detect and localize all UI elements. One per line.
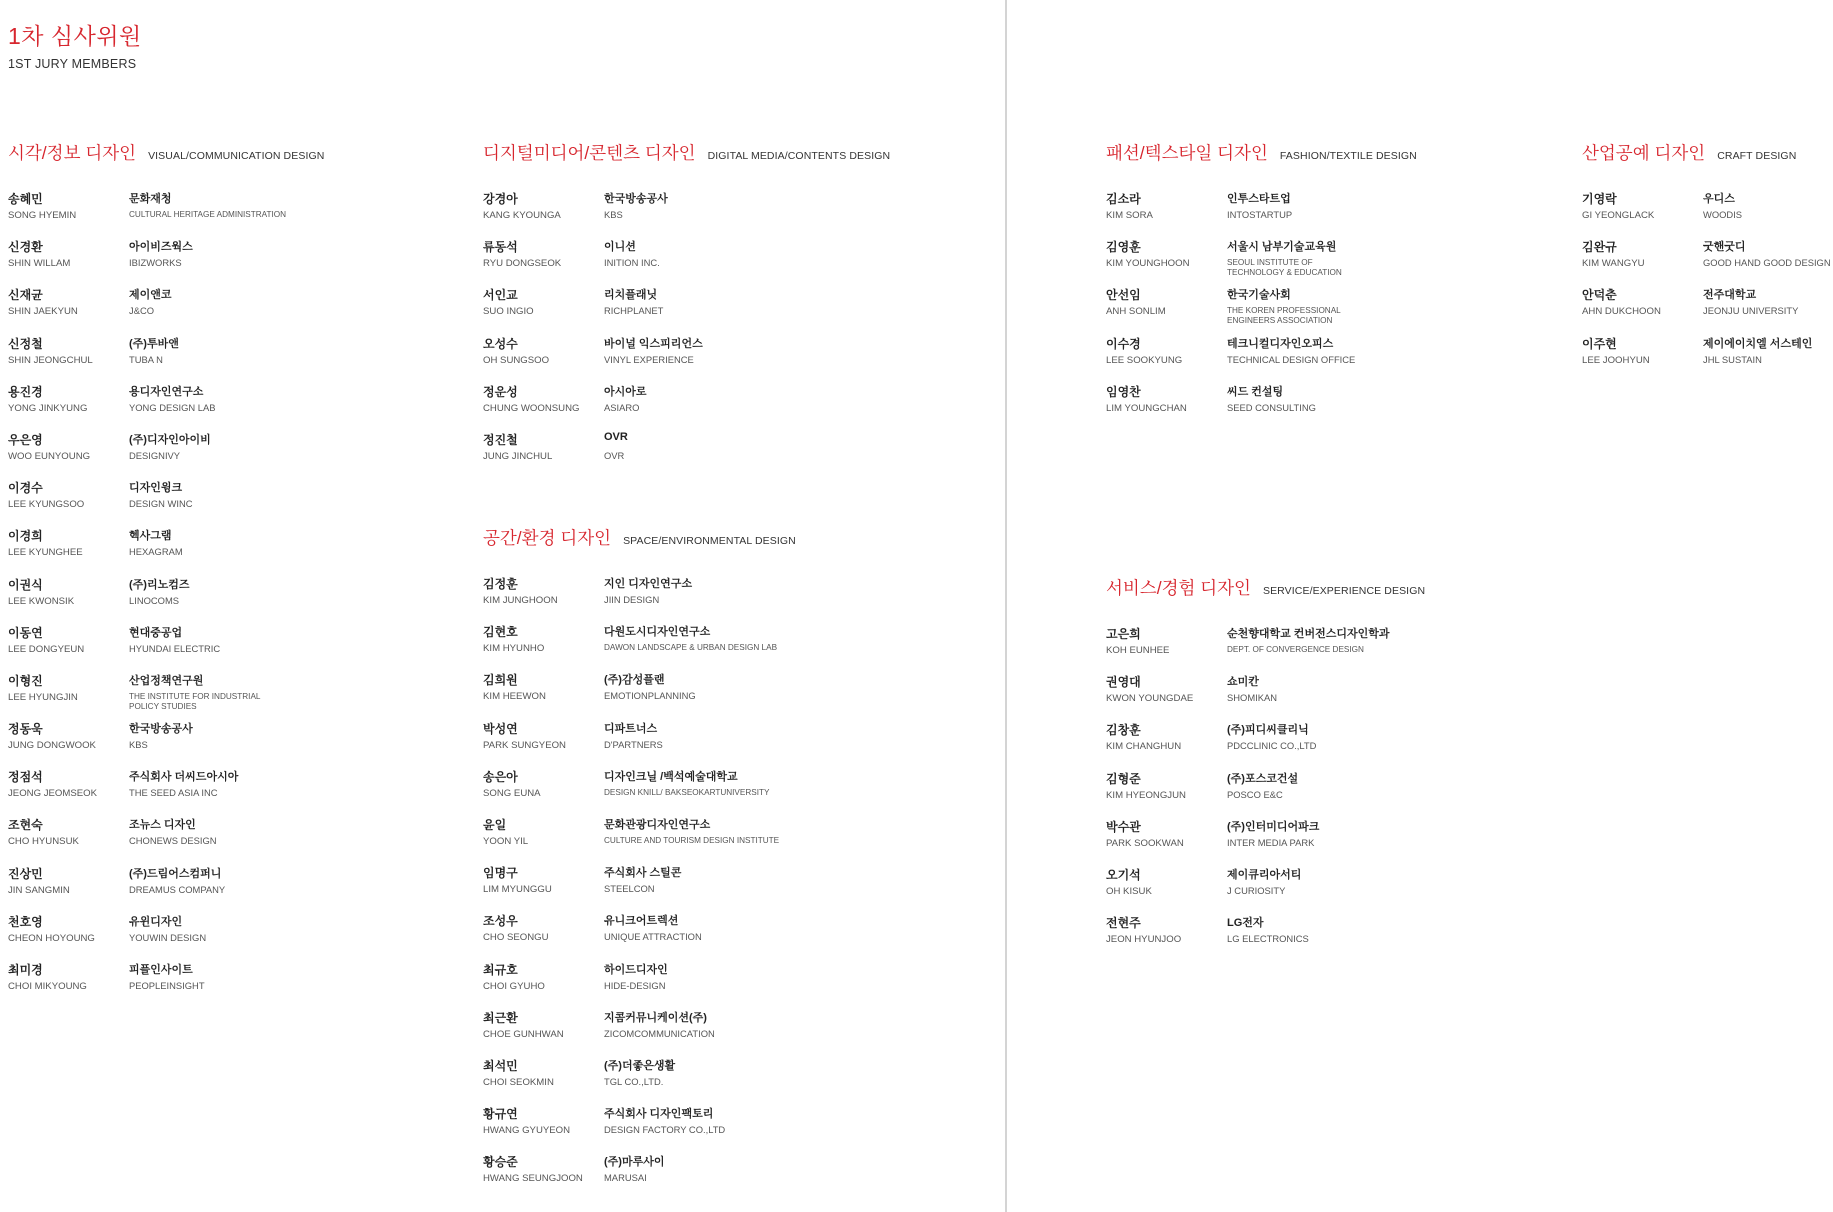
section-title-en: DIGITAL MEDIA/CONTENTS DESIGN: [707, 150, 891, 162]
member-list: [1106, 625, 1425, 962]
member-name-en: CHOI SEOKMIN: [483, 1076, 554, 1088]
member-name-en: WOO EUNYOUNG: [8, 450, 91, 462]
member-org-en: RICHPLANET: [604, 305, 664, 317]
member-row: [483, 623, 796, 671]
member-name: 임명구: [483, 866, 518, 881]
member-name: 박성연: [483, 721, 518, 736]
member-name-en: LEE DONGYEUN: [8, 643, 85, 655]
member-name: 김형준: [1106, 771, 1141, 786]
member-list: [8, 190, 324, 1009]
member-org-en: DESIGN FACTORY CO.,LTD: [604, 1124, 726, 1136]
member-org-en: SHOMIKAN: [1227, 692, 1278, 704]
member-name-en: CHO HYUNSUK: [8, 836, 79, 848]
section-title-en: CRAFT DESIGN: [1717, 150, 1797, 162]
section-header: [1582, 140, 1796, 170]
member-name-en: KIM CHANGHUN: [1106, 741, 1182, 753]
member-name-en: CHO SEONGU: [483, 932, 549, 944]
member-org-en: STEELCON: [604, 883, 655, 895]
member-row: [483, 1009, 796, 1057]
member-org: 주식회사 스틸콘: [604, 867, 682, 880]
member-name: 류동석: [483, 240, 518, 255]
member-name-en: KANG KYOUNGA: [483, 210, 561, 221]
member-name: 오기석: [1106, 867, 1141, 882]
member-name-en: LIM YOUNGCHAN: [1106, 402, 1187, 414]
member-org: 다원도시디자인연구소: [604, 626, 711, 639]
member-org-en: TUBA N: [129, 353, 163, 365]
section-header: [1106, 575, 1425, 605]
member-row: [1106, 383, 1417, 431]
member-name-en: KIM SORA: [1106, 210, 1153, 221]
member-org-en: DREAMUS COMPANY: [129, 883, 226, 895]
member-row: [483, 1105, 796, 1153]
member-name: 김정훈: [483, 577, 518, 591]
member-row: [8, 961, 324, 1009]
member-name: 이경수: [8, 481, 43, 496]
section-title: 시각/정보 디자인: [8, 143, 137, 163]
member-row: [8, 431, 324, 479]
member-org: 하이드디자인: [604, 963, 668, 976]
member-org: 문화재청: [129, 193, 172, 205]
section-header: [8, 140, 324, 170]
member-name-en: SUO INGIO: [483, 306, 534, 318]
member-name: 신재균: [8, 288, 43, 303]
section-craft: [1582, 140, 1831, 383]
member-org-en: D'PARTNERS: [604, 738, 663, 750]
member-name: 조성우: [483, 914, 518, 929]
member-list: [1106, 190, 1417, 431]
member-name: 김창훈: [1106, 723, 1141, 738]
member-row: [1582, 190, 1796, 238]
section-title-en: FASHION/TEXTILE DESIGN: [1279, 150, 1417, 162]
member-row: [483, 864, 796, 912]
member-row: [483, 768, 796, 816]
member-org-en: JHL SUSTAIN: [1703, 353, 1762, 365]
member-row: [483, 671, 796, 719]
member-org: (주)포스코건설: [1227, 772, 1299, 785]
member-org-en: J CURIOSITY: [1227, 884, 1286, 896]
member-name: 강경아: [483, 192, 518, 206]
member-row: [483, 1153, 796, 1201]
member-row: [1106, 286, 1417, 334]
member-row: [1106, 914, 1425, 962]
member-row: [1582, 335, 1813, 383]
member-row: [1106, 721, 1425, 769]
member-org-en: OVR: [604, 449, 625, 461]
page-title: 1차 심사위원: [8, 23, 142, 49]
member-row: [483, 816, 796, 864]
member-org: 우디스: [1703, 193, 1735, 205]
section-fashion: [1106, 140, 1417, 431]
member-name-en: CHEON HOYOUNG: [8, 932, 95, 944]
member-org: 이니션: [604, 241, 636, 254]
member-row: [483, 431, 890, 479]
member-org: 제이앤코: [129, 289, 172, 302]
member-name-en: YONG JINKYUNG: [8, 402, 88, 414]
member-org: 조뉴스 디자인: [129, 819, 196, 832]
member-org-en: LG ELECTRONICS: [1227, 933, 1309, 945]
member-org-en: DEPT. OF CONVERGENCE DESIGN: [1227, 645, 1364, 654]
member-name-en: KIM HEEWON: [483, 691, 546, 703]
member-name-en: AHN DUKCHOON: [1582, 306, 1661, 318]
member-name: 안선임: [1106, 288, 1141, 303]
member-name-en: KOH EUNHEE: [1106, 645, 1170, 656]
member-org: 쇼미칸: [1227, 676, 1259, 689]
member-org: 산업정책연구원: [129, 674, 204, 687]
member-row: [8, 720, 324, 768]
member-name-en: ANH SONLIM: [1106, 306, 1166, 318]
member-org-en: YONG DESIGN LAB: [129, 401, 216, 413]
member-org-en: YOUWIN DESIGN: [129, 931, 207, 943]
member-name-en: JUNG JINCHUL: [483, 450, 553, 462]
section-digital: [483, 140, 890, 479]
member-org: (주)리노컴즈: [129, 578, 190, 591]
member-row: [483, 912, 796, 960]
member-name: 천호영: [8, 914, 43, 929]
member-name-en: JIN SANGMIN: [8, 884, 70, 896]
member-list: [483, 190, 890, 479]
member-name: 이주현: [1582, 336, 1617, 351]
member-name: 최규호: [483, 962, 518, 977]
member-org: 한국방송공사: [129, 723, 193, 736]
member-org-en: CHONEWS DESIGN: [129, 835, 217, 847]
member-name: 이수경: [1106, 336, 1141, 351]
member-name: 김현호: [483, 625, 518, 640]
member-row: [1106, 818, 1425, 866]
member-org: (주)인터미디어파크: [1227, 820, 1320, 833]
section-title: 디지털미디어/콘텐츠 디자인: [483, 143, 696, 163]
member-name: 권영대: [1106, 675, 1141, 690]
member-name: 최근환: [483, 1010, 518, 1025]
member-row: [483, 286, 890, 334]
member-org: 지인 디자인연구소: [604, 578, 693, 590]
member-name-en: KWON YOUNGDAE: [1106, 693, 1194, 705]
member-org: OVR: [604, 430, 628, 443]
member-name-en: SHIN WILLAM: [8, 258, 71, 270]
member-name: 정진철: [483, 432, 518, 447]
member-org: 테크니컬디자인오피스: [1227, 337, 1334, 350]
member-name-en: LEE KYUNGSOO: [8, 499, 85, 511]
member-org: 한국기술사회: [1227, 289, 1291, 302]
member-org: (주)더좋은생활: [604, 1059, 676, 1072]
member-row: [8, 624, 324, 672]
member-name: 고은희: [1106, 627, 1141, 641]
member-name: 김소라: [1106, 192, 1141, 206]
member-org-en: DESIGN KNILL/ BAKSEOKARTUNIVERSITY: [604, 787, 770, 797]
member-name-en: LEE SOOKYUNG: [1106, 354, 1183, 366]
member-name-en: KIM JUNGHOON: [483, 595, 558, 606]
member-row: [8, 672, 324, 720]
member-name: 서인교: [483, 288, 518, 303]
member-name: 송은아: [483, 769, 518, 784]
member-org-en: KBS: [129, 739, 148, 751]
member-name-en: LEE KYUNGHEE: [8, 547, 83, 559]
member-name-en: CHOE GUNHWAN: [483, 1028, 564, 1040]
member-row: [8, 238, 324, 286]
member-org-en: DAWON LANDSCAPE & URBAN DESIGN LAB: [604, 643, 778, 653]
member-name: 이경희: [8, 529, 43, 544]
member-name: 이형진: [8, 673, 43, 688]
member-row: [8, 527, 324, 575]
member-org-en: ASIARO: [604, 401, 640, 413]
member-name-en: PARK SOOKWAN: [1106, 837, 1184, 849]
member-row: [483, 383, 890, 431]
member-org: (주)디자인아이비: [129, 433, 211, 446]
member-name-en: OH SUNGSOO: [483, 354, 550, 366]
member-org: (주)감성플랜: [604, 674, 665, 687]
member-org-en: CULTURE AND TOURISM DESIGN INSTITUTE: [604, 835, 780, 845]
member-row: [1582, 238, 1831, 286]
member-name: 정운성: [483, 384, 518, 399]
member-name: 최석민: [483, 1058, 518, 1073]
member-name: 황승준: [483, 1155, 518, 1170]
member-name-en: HWANG SEUNGJOON: [483, 1173, 583, 1185]
member-org-en: THE KOREN PROFESSIONAL ENGINEERS ASSOCIATION: [1227, 306, 1341, 326]
member-name: 최미경: [8, 963, 43, 977]
member-row: [8, 383, 324, 431]
member-name: 기영락: [1582, 192, 1617, 206]
member-name-en: JEONG JEOMSEOK: [8, 788, 98, 800]
member-row: [483, 961, 796, 1009]
section-header: [1106, 140, 1417, 170]
member-name: 정점석: [8, 770, 43, 785]
member-org: 헥사그램: [129, 530, 172, 543]
section-title-en: SERVICE/EXPERIENCE DESIGN: [1262, 585, 1426, 597]
member-org: 디자인크닐 /백석예술대학교: [604, 770, 738, 783]
member-name-en: PARK SUNGYEON: [483, 739, 566, 751]
member-row: [1106, 673, 1425, 721]
member-org: 아시아로: [604, 385, 647, 398]
member-row: [1582, 286, 1799, 334]
member-name: 조현숙: [8, 818, 43, 833]
member-list: [483, 575, 796, 1201]
member-org: 주식회사 디자인팩토리: [604, 1108, 714, 1121]
member-name: 정동욱: [8, 722, 43, 737]
member-name: 우은영: [8, 432, 43, 447]
member-name: 김영훈: [1106, 240, 1141, 255]
member-org-en: PEOPLEINSIGHT: [129, 980, 205, 991]
member-org: 유니크어트렉션: [604, 915, 679, 928]
member-name-en: SONG EUNA: [483, 787, 541, 799]
member-org-en: PDCCLINIC CO.,LTD: [1227, 740, 1317, 752]
member-org: 씨드 컨설팅: [1227, 385, 1284, 398]
section-visual: [8, 140, 324, 1009]
member-name-en: HWANG GYUYEON: [483, 1125, 571, 1137]
member-name-en: LEE HYUNGJIN: [8, 691, 78, 703]
member-row: [483, 190, 890, 238]
member-name: 황규연: [483, 1107, 518, 1122]
member-org-en: VINYL EXPERIENCE: [604, 353, 694, 365]
member-org-en: THE INSTITUTE FOR INDUSTRIAL POLICY STUDIES: [129, 691, 261, 711]
member-org: 굿핸굿디: [1703, 241, 1746, 254]
member-name-en: LIM MYUNGGU: [483, 884, 552, 896]
member-name: 신정철: [8, 336, 43, 351]
member-org: 디자인윙크: [129, 482, 183, 495]
member-org: 현대중공업: [129, 626, 183, 639]
member-name-en: CHUNG WOONSUNG: [483, 402, 580, 414]
member-org: (주)드림어스컴퍼니: [129, 867, 222, 880]
member-name: 김완규: [1582, 240, 1617, 255]
section-header: [483, 525, 796, 555]
section-title: 서비스/경험 디자인: [1106, 578, 1251, 598]
member-row: [1106, 625, 1425, 673]
member-org: 순천향대학교 컨버전스디자인학과: [1227, 628, 1390, 640]
member-name-en: GI YEONGLACK: [1582, 210, 1655, 221]
member-name: 김희원: [483, 673, 518, 688]
member-org-en: HIDE-DESIGN: [604, 979, 666, 991]
member-name: 안덕춘: [1582, 288, 1617, 303]
section-header: [483, 140, 890, 170]
member-name-en: KIM HYUNHO: [483, 643, 545, 655]
section-title-en: VISUAL/COMMUNICATION DESIGN: [148, 150, 325, 162]
member-name: 송혜민: [8, 192, 43, 206]
member-org-en: GOOD HAND GOOD DESIGN: [1703, 257, 1831, 269]
member-row: [8, 479, 324, 527]
member-org-en: DESIGN WINC: [129, 498, 193, 510]
member-org: 서울시 남부기술교육원: [1227, 241, 1337, 254]
member-org-en: MARUSAI: [604, 1172, 647, 1184]
member-org: 지콤커뮤니케이션(주): [604, 1011, 707, 1024]
member-org: (주)피디씨클리닉: [1227, 724, 1309, 737]
member-name-en: LEE KWONSIK: [8, 595, 75, 607]
page-divider: [1005, 0, 1007, 1212]
member-name-en: SHIN JEONGCHUL: [8, 354, 93, 366]
member-name: 전현주: [1106, 916, 1141, 931]
member-org: 리치플래닛: [604, 289, 658, 302]
member-row: [483, 720, 796, 768]
member-org-en: JEONJU UNIVERSITY: [1703, 305, 1799, 317]
member-org: 문화관광디자인연구소: [604, 818, 711, 831]
member-row: [8, 286, 324, 334]
member-org-en: SEOUL INSTITUTE OF TECHNOLOGY & EDUCATION: [1227, 258, 1342, 278]
member-org-en: KBS: [604, 209, 623, 220]
member-name-en: SHIN JAEKYUN: [8, 306, 78, 318]
member-org: 제이큐리아서티: [1227, 868, 1302, 881]
member-name-en: LEE JOOHYUN: [1582, 354, 1650, 366]
page-subtitle: 1ST JURY MEMBERS: [8, 57, 137, 71]
member-org-en: HEXAGRAM: [129, 546, 183, 558]
member-org-en: JIIN DESIGN: [604, 594, 660, 605]
member-org: (주)투바앤: [129, 337, 179, 350]
member-org-en: TECHNICAL DESIGN OFFICE: [1227, 353, 1356, 365]
member-row: [8, 335, 324, 383]
member-row: [1106, 335, 1417, 383]
member-row: [483, 238, 890, 286]
section-title: 산업공예 디자인: [1582, 143, 1706, 163]
member-name-en: KIM HYEONGJUN: [1106, 789, 1186, 801]
member-name: 이동연: [8, 625, 43, 640]
member-org: (주)마루사이: [604, 1156, 665, 1169]
member-org-en: UNIQUE ATTRACTION: [604, 931, 702, 943]
member-row: [1106, 190, 1417, 238]
member-name-en: JUNG DONGWOOK: [8, 740, 96, 752]
member-name-en: SONG HYEMIN: [8, 210, 77, 221]
member-org: LG전자: [1227, 917, 1264, 930]
member-org-en: CULTURAL HERITAGE ADMINISTRATION: [129, 210, 287, 219]
member-row: [8, 190, 324, 238]
member-row: [8, 576, 324, 624]
member-org-en: INTOSTARTUP: [1227, 209, 1293, 220]
member-org: 인투스타트업: [1227, 193, 1291, 205]
member-org-en: J&CO: [129, 305, 155, 317]
member-row: [8, 816, 324, 864]
member-name: 진상민: [8, 866, 43, 881]
member-org-en: POSCO E&C: [1227, 788, 1283, 800]
member-org-en: WOODIS: [1703, 209, 1743, 220]
member-org: 제이에이치엘 서스테인: [1703, 337, 1813, 350]
member-name: 오성수: [483, 336, 518, 351]
member-row: [8, 768, 324, 816]
section-title: 공간/환경 디자인: [483, 528, 612, 548]
member-org: 용디자인연구소: [129, 385, 204, 398]
member-org-en: DESIGNIVY: [129, 449, 181, 461]
member-org: 바이널 익스피리언스: [604, 337, 703, 350]
member-org: 전주대학교: [1703, 289, 1757, 302]
member-org-en: TGL CO.,LTD.: [604, 1075, 664, 1087]
section-space: [483, 525, 796, 1201]
member-name-en: CHOI GYUHO: [483, 980, 545, 992]
member-row: [8, 865, 324, 913]
member-name: 이권식: [8, 577, 43, 592]
member-org: 피플인사이트: [129, 964, 193, 976]
member-row: [483, 1057, 796, 1105]
member-org-en: INITION INC.: [604, 257, 660, 269]
member-org-en: EMOTIONPLANNING: [604, 690, 696, 702]
member-row: [483, 575, 796, 623]
member-org-en: SEED CONSULTING: [1227, 401, 1316, 413]
member-name: 윤일: [483, 817, 507, 832]
section-title: 패션/텍스타일 디자인: [1106, 143, 1268, 163]
member-name: 임영찬: [1106, 384, 1141, 399]
member-name-en: RYU DONGSEOK: [483, 258, 562, 270]
member-name-en: JEON HYUNJOO: [1106, 934, 1182, 946]
member-name: 용진경: [8, 384, 43, 399]
member-name-en: KIM YOUNGHOON: [1106, 258, 1190, 270]
member-name: 박수관: [1106, 819, 1141, 834]
member-org-en: IBIZWORKS: [129, 257, 182, 269]
member-row: [1106, 238, 1417, 286]
section-service: [1106, 575, 1425, 962]
member-org-en: INTER MEDIA PARK: [1227, 836, 1315, 848]
member-org: 아이비즈웍스: [129, 241, 193, 254]
member-org-en: HYUNDAI ELECTRIC: [129, 642, 221, 654]
member-row: [1106, 866, 1425, 914]
member-org-en: LINOCOMS: [129, 594, 180, 606]
section-title-en: SPACE/ENVIRONMENTAL DESIGN: [623, 535, 796, 547]
member-org: 디파트너스: [604, 722, 658, 735]
member-row: [1106, 770, 1425, 818]
member-org-en: ZICOMCOMMUNICATION: [604, 1027, 715, 1039]
member-list: [1582, 190, 1831, 383]
member-org: 유윈디자인: [129, 915, 183, 928]
member-name-en: KIM WANGYU: [1582, 258, 1645, 270]
member-org: 주식회사 더씨드아시아: [129, 771, 239, 784]
member-name-en: CHOI MIKYOUNG: [8, 981, 87, 992]
member-row: [483, 335, 890, 383]
member-org-en: THE SEED ASIA INC: [129, 787, 218, 799]
member-name-en: YOON YIL: [483, 835, 529, 847]
member-name-en: OH KISUK: [1106, 885, 1152, 897]
member-row: [8, 913, 324, 961]
member-name: 신경환: [8, 240, 43, 255]
member-org: 한국방송공사: [604, 193, 668, 205]
